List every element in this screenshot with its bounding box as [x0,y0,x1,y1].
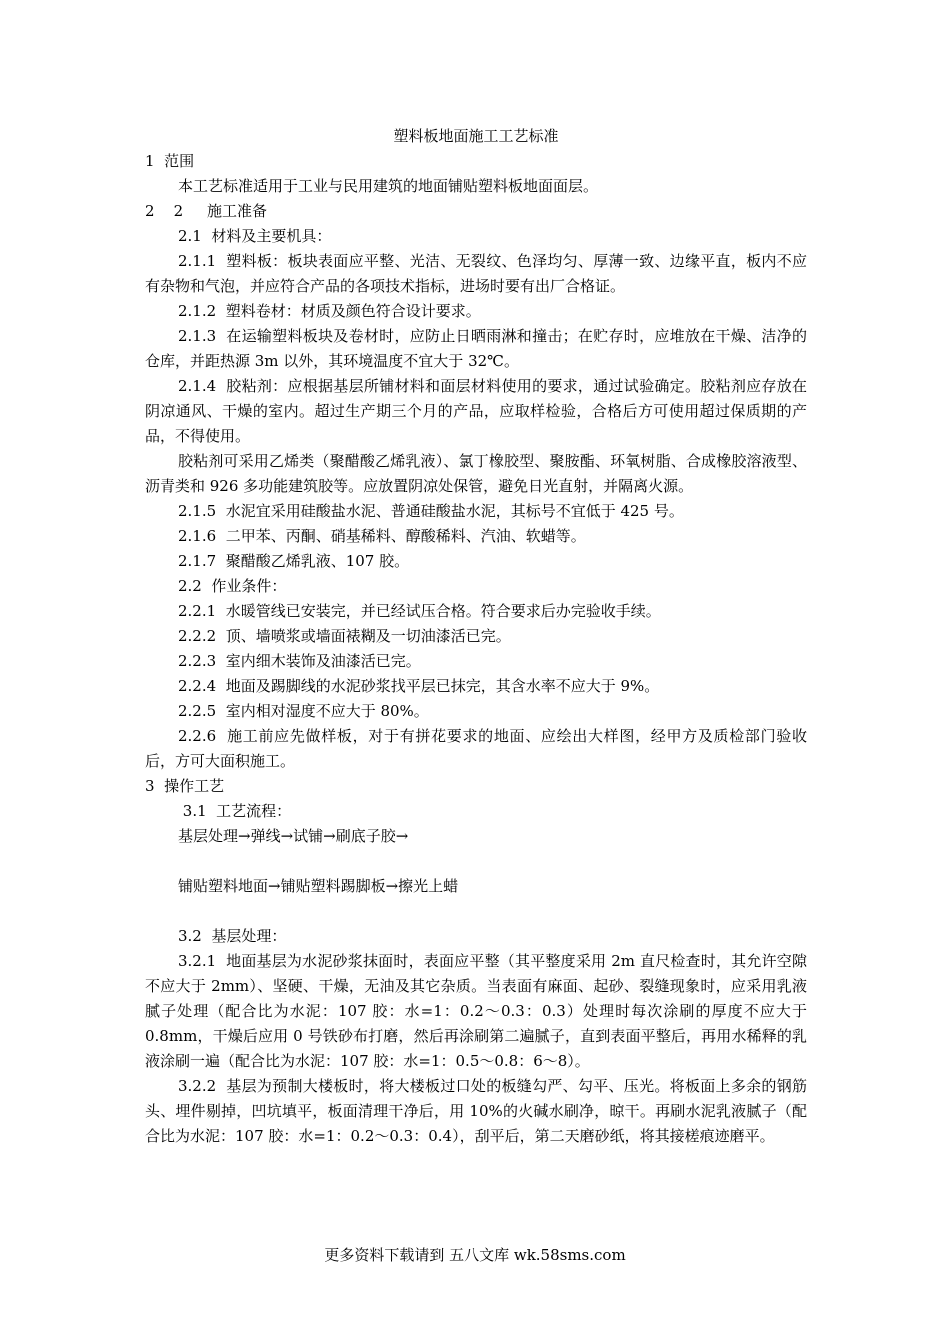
paragraph: 3.2.1 地面基层为水泥砂浆抹面时，表面应平整（其平整度采用 2m 直尺检查时，其允许空隙不应大于 2mm）、坚硬、干燥，无油及其它杂质。当表面有麻面、起砂、裂缝现象时，应采用乳液腻子处理（配合比为水泥：107 胶：水=1：0.2～0.3：0.3）处理时每次涂刷的厚度不应大于 0.8mm，干燥后应用 0 号铁砂布打磨，然后再涂刷第二遍腻子，直到表面平整后，再用水稀释的乳液涂刷一遍（配合比为水泥：107 胶：水=1：0.5～0.8：6～8）。 [145,952,812,1070]
paragraph: 2.2.1 水暖管线已安装完，并已经试压合格。符合要求后办完验收手续。 [178,602,661,620]
paragraph: 2.1.2 塑料卷材：材质及颜色符合设计要求。 [178,302,481,320]
blank-line [145,849,807,874]
paragraph: 3.2 基层处理： [178,927,287,945]
paragraph: 3.1 工艺流程： [178,802,292,820]
paragraph: 2.1.1 塑料板：板块表面应平整、光洁、无裂纹、色泽均匀、厚薄一致、边缘平直，板内不应有杂物和气泡，并应符合产品的各项技术指标，进场时要有出厂合格证。 [145,252,807,295]
paragraph: 本工艺标准适用于工业与民用建筑的地面铺贴塑料板地面面层。 [178,177,599,195]
paragraph: 3.2.2 基层为预制大楼板时，将大楼板过口处的板缝勾严、勾平、压光。将板面上多余的钢筋头、埋件剔掉，凹坑填平，板面清理干净后，用 10%的火碱水刷净，晾干。再刷水泥乳液腻子（配合比为水泥：107 胶：水=1：0.2～0.3：0.4），刮平后，第二天磨砂纸，将其接槎痕迹磨平。 [145,1077,807,1145]
paragraph: 3 操作工艺 [145,777,225,795]
footer-link-text: 更多资料下载请到 五八文库 wk.58sms.com [324,1246,626,1264]
paragraph: 铺贴塑料地面→铺贴塑料踢脚板→擦光上蜡 [178,877,459,895]
paragraph: 2.2 作业条件： [178,577,287,595]
paragraph: 胶粘剂可采用乙烯类（聚醋酸乙烯乳液）、氯丁橡胶型、聚胺酯、环氧树脂、合成橡胶溶液型、沥青类和 926 多功能建筑胶等。应放置阴凉处保管，避免日光直射，并隔离火源。 [145,452,807,495]
paragraph: 2.1.4 胶粘剂：应根据基层所铺材料和面层材料使用的要求，通过试验确定。胶粘剂应存放在阴凉通风、干燥的室内。超过生产期三个月的产品，应取样检验，合格后方可使用超过保质期的产品，不得使用。 [145,377,807,445]
paragraph: 2.1 材料及主要机具： [178,227,332,245]
blank-line [145,899,807,924]
document-body [145,124,812,1149]
paragraph: 2.1.3 在运输塑料板块及卷材时，应防止日晒雨淋和撞击；在贮存时，应堆放在干燥、洁净的仓库，并距热源 3m 以外，其环境温度不宜大于 32℃。 [145,327,807,370]
paragraph: 2.1.5 水泥宜采用硅酸盐水泥、普通硅酸盐水泥，其标号不宜低于 425 号。 [178,502,684,520]
paragraph: 2 2 施工准备 [145,202,267,220]
paragraph: 2.2.6 施工前应先做样板，对于有拼花要求的地面、应绘出大样图，经甲方及质检部门验收后，方可大面积施工。 [145,727,807,770]
paragraph: 1 范围 [145,152,195,170]
paragraph: 2.1.6 二甲苯、丙酮、硝基稀料、醇酸稀料、汽油、软蜡等。 [178,527,586,545]
paragraph-list [145,149,812,1149]
paragraph: 2.2.3 室内细木装饰及油漆活已完。 [178,652,421,670]
document-title: 塑料板地面施工工艺标准 [393,127,559,145]
paragraph: 2.2.2 顶、墙喷浆或墙面裱糊及一切油漆活已完。 [178,627,511,645]
paragraph: 基层处理→弹线→试铺→刷底子胶→ [178,827,409,845]
paragraph: 2.1.7 聚醋酸乙烯乳液、107 胶。 [178,552,410,570]
paragraph: 2.2.5 室内相对湿度不应大于 80%。 [178,702,429,720]
paragraph: 2.2.4 地面及踢脚线的水泥砂浆找平层已抹完，其含水率不应大于 9%。 [178,677,660,695]
